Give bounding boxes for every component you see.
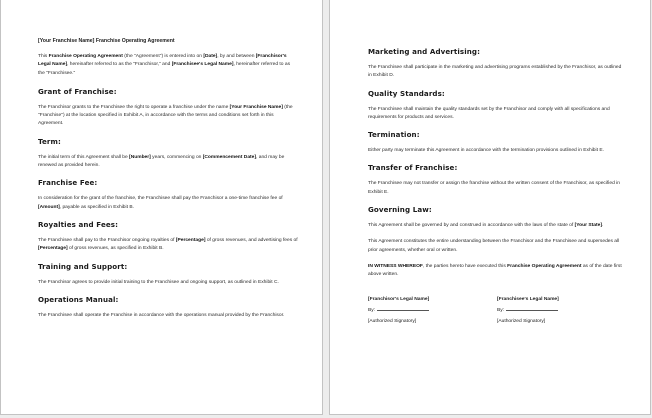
signature-franchisee <box>497 294 626 327</box>
heading-term: Term: <box>38 136 61 146</box>
quality-paragraph: The Franchisee shall maintain the quality standards set by the Franchisor and comply with all specifications and requirements for products and services. <box>368 106 610 120</box>
signature-line[interactable] <box>377 306 429 311</box>
by-label: By: <box>497 307 505 313</box>
law-paragraph: This Agreement shall be governed by and construed in accordance with the laws of the state of [Your State]. <box>368 223 604 229</box>
signatory-name: [Franchisor's Legal Name] <box>368 296 430 302</box>
by-label: By: <box>368 307 376 313</box>
training-paragraph: The Franchisor agrees to provide initial training to the Franchisee and ongoing support, as outlined in Exhibit C. <box>38 279 279 285</box>
page-2-content <box>368 47 626 327</box>
term-paragraph: The initial term of this Agreement shall be [Number] years, commencing on [Commencement Date], and may be renewed as provided herein. <box>38 154 285 169</box>
heading-termination: Termination: <box>368 130 420 140</box>
heading-franchise-fee: Franchise Fee: <box>38 178 98 188</box>
signatory-name: [Franchisee's Legal Name] <box>497 296 559 302</box>
page-1-content <box>38 38 298 328</box>
heading-royalties-and-fees: Royalties and Fees: <box>38 219 119 229</box>
page-2 <box>329 0 651 415</box>
heading-operations-manual: Operations Manual: <box>38 294 119 304</box>
marketing-paragraph: The Franchisee shall participate in the marketing and advertising programs established by the Franchisor, as outlined in Exhibit D. <box>368 65 622 79</box>
witness-paragraph: IN WITNESS WHEREOF, the parties hereto have executed this Franchise Operating Agreement as of the date first above written. <box>368 263 622 278</box>
royalties-paragraph: The Franchisee shall pay to the Franchisor ongoing royalties of [Percentage] of gross revenues, and advertising fees of [Percentage] of gross revenues, as specified in Exhibit B. <box>38 237 298 252</box>
heading-grant-of-franchise: Grant of Franchise: <box>38 86 117 96</box>
signature-line[interactable] <box>506 306 558 311</box>
heading-transfer-of-franchise: Transfer of Franchise: <box>368 163 458 173</box>
fee-paragraph: In consideration for the grant of the franchise, the Franchisee shall pay the Franchisor a one-time franchise fee of [Amount], payable as specified in Exhibit B. <box>38 196 283 210</box>
grant-paragraph: The Franchisor grants to the Franchisee the right to operate a franchise under the name [Your Franchise Name] (the "Franchise") at the location specified in Exhibit A, in accordance with the terms and conditions set forth in this Agreement. <box>38 104 293 127</box>
intro-paragraph: This Franchise Operating Agreement (the "Agreement") is entered into on [Date], by and between [Franchisor's Legal Name], hereinafter referred to as the "Franchisor," and [Franchisee's Legal Name], hereinafter referred to as the "Franchisee." <box>38 54 291 76</box>
heading-governing-law: Governing Law: <box>368 205 432 215</box>
heading-marketing-and-advertising: Marketing and Advertising: <box>368 47 481 56</box>
signature-block <box>368 294 626 327</box>
transfer-paragraph: The Franchisee may not transfer or assign the franchise without the written consent of the Franchisor, as specified in Exhibit E. <box>368 181 620 195</box>
heading-training-and-support: Training and Support: <box>38 261 128 271</box>
termination-paragraph: Either party may terminate this Agreement in accordance with the termination provisions outlined in Exhibit E. <box>368 148 604 154</box>
entire-agreement-paragraph: This Agreement constitutes the entire understanding between the Franchisor and the Franchisee and supersedes all prior agreements, whether oral or written. <box>368 239 620 253</box>
document-title: [Your Franchise Name] Franchise Operating Agreement <box>38 38 175 44</box>
page-1 <box>0 0 323 415</box>
signatory-role: [Authorized Signatory] <box>368 318 417 324</box>
signatory-role: [Authorized Signatory] <box>497 318 546 324</box>
signature-franchisor <box>368 294 497 327</box>
heading-quality-standards: Quality Standards: <box>368 88 445 98</box>
manual-paragraph: The Franchisee shall operate the Franchise in accordance with the operations manual provided by the Franchisor. <box>38 312 285 318</box>
